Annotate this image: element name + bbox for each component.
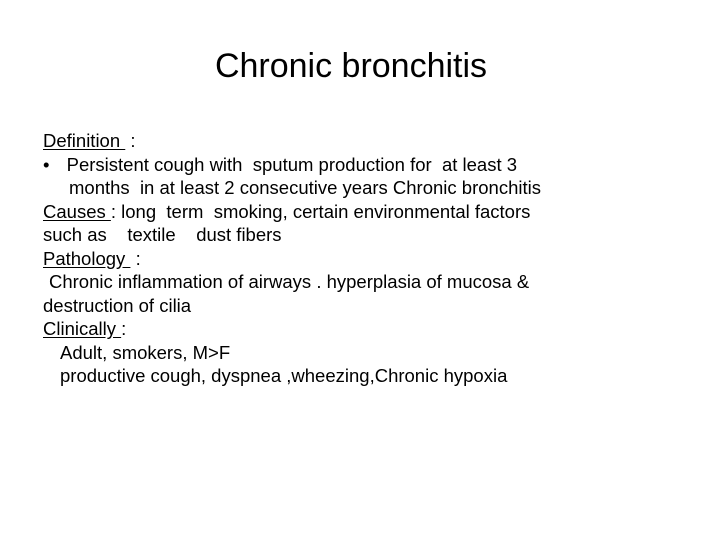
slide-title: Chronic bronchitis <box>214 47 488 85</box>
definition-colon: : <box>125 130 136 151</box>
definition-bullet-text-line1: Persistent cough with sputum production for at least 3 <box>66 153 518 175</box>
pathology-heading-line <box>43 247 703 271</box>
definition-bullet-text-line2: months in at least 2 consecutive years Chronic bronchitis <box>69 177 541 198</box>
clinically-colon: : <box>121 318 127 339</box>
pathology-text-line1: Chronic inflammation of airways . hyperplasia of mucosa & <box>49 271 530 292</box>
pathology-colon: : <box>130 247 141 269</box>
causes-line <box>43 200 703 224</box>
causes-text-line1: : long term smoking, certain environmental factors <box>110 200 531 222</box>
definition-heading-line <box>43 129 703 153</box>
causes-heading: Causes <box>43 200 111 222</box>
clinically-heading-line <box>43 317 703 341</box>
clinically-text-line2: productive cough, dyspnea ,wheezing,Chronic hypoxia <box>60 365 508 386</box>
definition-heading: Definition <box>43 130 126 151</box>
pathology-text-line2: destruction of cilia <box>43 294 192 316</box>
pathology-heading: Pathology <box>43 247 131 269</box>
clinically-text-line1: Adult, smokers, M>F <box>60 341 231 363</box>
slide-body <box>43 129 703 388</box>
definition-bullet <box>43 153 703 177</box>
bullet-symbol: • <box>43 153 50 175</box>
clinically-heading: Clinically <box>43 318 122 339</box>
causes-text-line2: such as textile dust fibers <box>43 224 282 245</box>
